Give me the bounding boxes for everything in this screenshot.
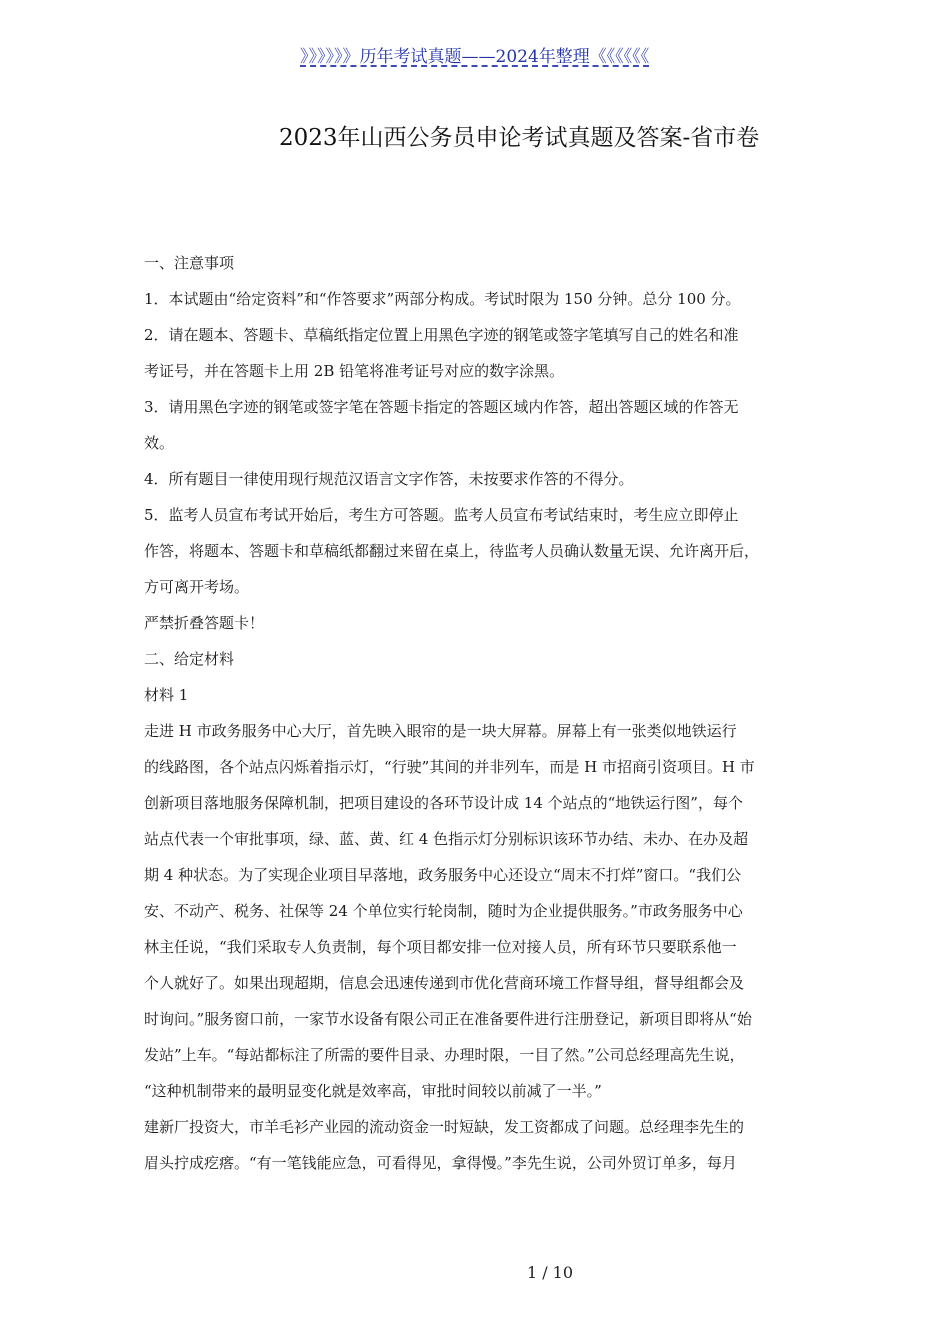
warning-text: 严禁折叠答题卡！ [144,614,265,632]
body-line: 时询问。”服务窗口前，一家节水设备有限公司正在准备要件进行注册登记，新项目即将从“始 [144,1010,752,1028]
body-line: 作答，将题本、答题卡和草稿纸都翻过来留在桌上，待监考人员确认数量无误、允许离开后， [144,542,760,560]
body-line: 5．监考人员宣布考试开始后，考生方可答题。监考人员宣布考试结束时，考生应立即停止 [144,506,739,524]
body-line: 走进 H 市政务服务中心大厅，首先映入眼帘的是一块大屏幕。屏幕上有一张类似地铁运行 [144,722,737,740]
body-line: 安、不动产、税务、社保等 24 个单位实行轮岗制，随时为企业提供服务。”市政务服务中心 [144,902,743,920]
body-line: 3．请用黑色字迹的钢笔或签字笔在答题卡指定的答题区域内作答，超出答题区域的作答无 [144,398,739,416]
body-line: 个人就好了。如果出现超期，信息会迅速传递到市优化营商环境工作督导组，督导组都会及 [144,974,745,992]
header-exam-link[interactable]: 》》》》》》历年考试真题——2024年整理《《《《《《 [300,47,650,67]
body-line: “这种机制带来的最明显变化就是效率高，审批时间较以前减了一半。” [144,1082,602,1100]
body-line: 的线路图，各个站点闪烁着指示灯，“行驶”其间的并非列车，而是 H 市招商引资项目。H 市 [144,758,755,776]
body-line: 4．所有题目一律使用现行规范汉语言文字作答，未按要求作答的不得分。 [144,470,634,488]
body-line: 考证号，并在答题卡上用 2B 铅笔将准考证号对应的数字涂黑。 [144,362,565,380]
body-line: 林主任说，“我们采取专人负责制，每个项目都安排一位对接人员，所有环节只要联系他一 [144,938,737,956]
body-line: 效。 [144,434,175,452]
document-title: 2023年山西公务员申论考试真题及答案-省市卷 [279,125,760,151]
body-line: 1．本试题由“给定资料”和“作答要求”两部分构成。考试时限为 150 分钟。总分 100 分。 [144,290,741,308]
section-heading-materials: 二、给定材料 [144,650,235,668]
body-line: 眉头拧成疙瘩。“有一笔钱能应急，可看得见，拿得慢。”李先生说，公司外贸订单多，每月 [144,1154,737,1172]
body-line: 期 4 种状态。为了实现企业项目早落地，政务服务中心还设立“周末不打烊”窗口。“我们公 [144,866,742,884]
body-line: 2．请在题本、答题卡、草稿纸指定位置上用黑色字迹的钢笔或签字笔填写自己的姓名和准 [144,326,739,344]
body-line: 创新项目落地服务保障机制，把项目建设的各环节设计成 14 个站点的“地铁运行图”，每个 [144,794,743,812]
section-heading-notes: 一、注意事项 [144,254,235,272]
body-line: 建新厂投资大，市羊毛衫产业园的流动资金一时短缺，发工资都成了问题。总经理李先生的 [144,1118,745,1136]
material-heading: 材料 1 [144,686,189,704]
body-line: 方可离开考场。 [144,578,250,596]
document-body [144,245,844,1181]
body-line: 发站”上车。“每站都标注了所需的要件目录、办理时限，一目了然。”公司总经理高先生说， [144,1046,745,1064]
body-line: 站点代表一个审批事项，绿、蓝、黄、红 4 色指示灯分别标识该环节办结、未办、在办及超 [144,830,749,848]
page-number: 1 / 10 [526,1263,574,1282]
